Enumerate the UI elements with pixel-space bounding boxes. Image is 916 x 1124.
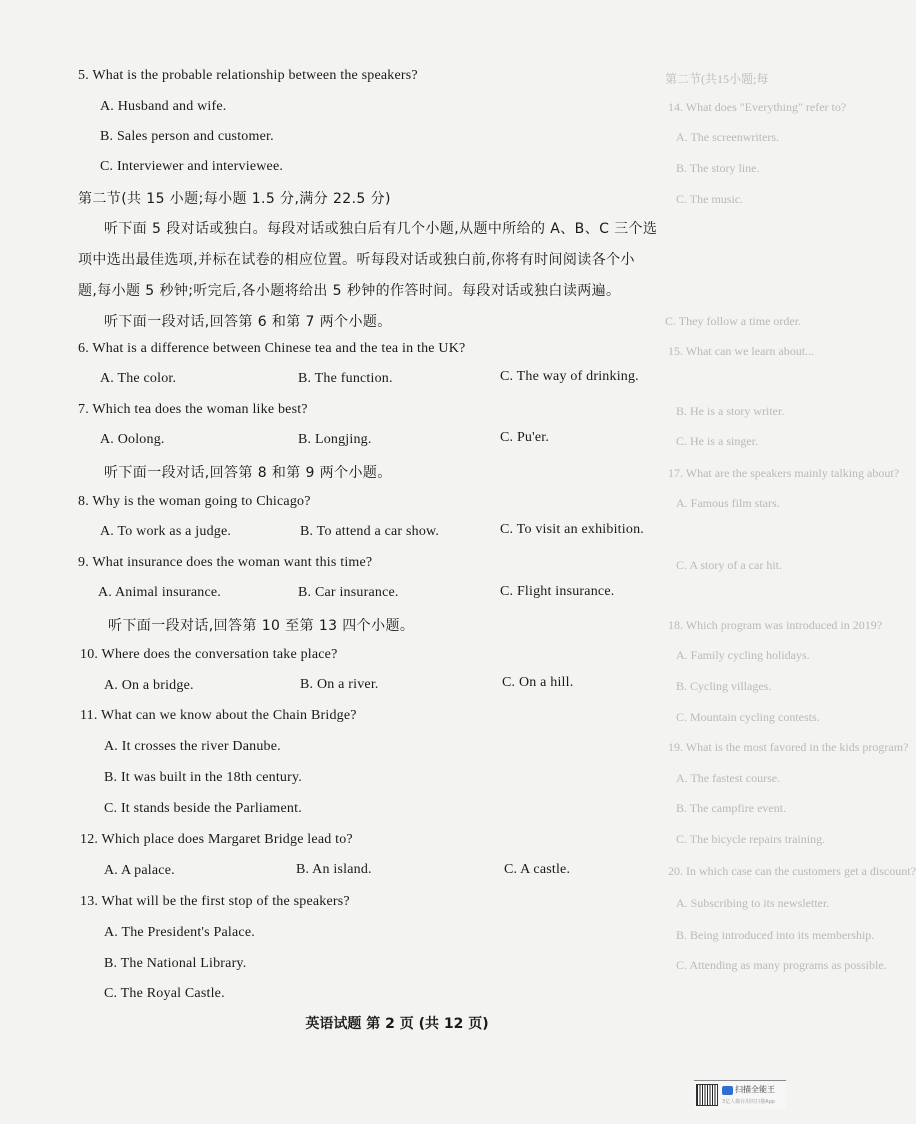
q13-option-c: C. The Royal Castle. [104,986,225,1001]
q12-option-c: C. A castle. [504,862,571,877]
q12-option-b: B. An island. [296,862,372,877]
question-5: 5. What is the probable relationship between the speakers? [78,68,418,83]
ghost-text: 14. What does "Everything" refer to? [668,100,847,114]
q6-option-a: A. The color. [100,371,177,386]
ghost-text: 19. What is the most favored in the kids program? [668,740,909,754]
ghost-text: B. He is a story writer. [676,404,785,418]
q12-option-a: A. A palace. [104,863,175,878]
ghost-text: C. Mountain cycling contests. [676,710,820,724]
ghost-text: A. Subscribing to its newsletter. [676,896,830,910]
question-7: 7. Which tea does the woman like best? [78,402,308,417]
section-heading: 第二节(共 15 小题;每小题 1.5 分,满分 22.5 分) [78,191,391,207]
ghost-text: A. The screenwriters. [676,130,780,144]
question-6: 6. What is a difference between Chinese tea and the tea in the UK? [78,341,466,356]
ghost-text: B. Being introduced into its membership. [676,928,875,942]
ghost-text: C. He is a singer. [676,434,758,448]
scanner-watermark [694,1080,786,1109]
ghost-text: C. They follow a time order. [665,314,802,328]
listening-prompt: 听下面一段对话,回答第 8 和第 9 两个小题。 [104,465,392,481]
q8-option-c: C. To visit an exhibition. [500,522,644,537]
q9-option-a: A. Animal insurance. [98,585,221,600]
question-9: 9. What insurance does the woman want this time? [78,555,373,570]
ghost-text: B. The campfire event. [676,801,787,815]
ghost-text: C. A story of a car hit. [676,558,782,572]
q8-option-a: A. To work as a judge. [100,524,232,539]
ghost-text: A. Famous film stars. [676,496,780,510]
q9-option-c: C. Flight insurance. [500,584,615,599]
q11-option-b: B. It was built in the 18th century. [104,770,302,785]
page-footer: 英语试题 第 2 页 (共 12 页) [305,1016,489,1032]
q5-option-c: C. Interviewer and interviewee. [100,159,284,174]
question-10: 10. Where does the conversation take place? [80,647,338,662]
q11-option-c: C. It stands beside the Parliament. [104,801,302,816]
q13-option-a: A. The President's Palace. [104,925,255,940]
ghost-text: A. Family cycling holidays. [676,648,810,662]
section-instructions: 题,每小题 5 秒钟;听完后,各小题将给出 5 秒钟的作答时间。每段对话或独白读两遍。 [78,283,621,299]
q10-option-c: C. On a hill. [502,675,574,690]
ghost-text: 第二节(共15小题;每 [665,72,769,86]
ghost-text: B. The story line. [676,161,760,175]
q7-option-b: B. Longjing. [298,432,372,447]
ghost-text: C. The bicycle repairs training. [676,832,826,846]
ghost-text: 20. In which case can the customers get a discount? [668,864,916,878]
scanner-name: 扫描全能王 [735,1085,775,1094]
listening-prompt: 听下面一段对话,回答第 6 和第 7 两个小题。 [104,314,392,330]
ghost-text: C. The music. [676,192,744,206]
scanner-tagline: 3亿人都在用的扫描App [722,1099,775,1105]
q13-option-b: B. The National Library. [104,956,247,971]
q6-option-b: B. The function. [298,371,393,386]
ghost-text: A. The fastest course. [676,771,781,785]
q10-option-a: A. On a bridge. [104,678,194,693]
ghost-text: 17. What are the speakers mainly talking about? [668,466,900,480]
q11-option-a: A. It crosses the river Danube. [104,739,281,754]
ghost-text: 18. Which program was introduced in 2019? [668,618,883,632]
qr-code-icon [696,1084,718,1106]
section-instructions: 听下面 5 段对话或独白。每段对话或独白后有几个小题,从题中所给的 A、B、C 三个选 [104,221,658,237]
question-13: 13. What will be the first stop of the speakers? [80,894,350,909]
ghost-text: C. Attending as many programs as possible. [676,958,887,972]
question-11: 11. What can we know about the Chain Bridge? [80,708,357,723]
ghost-text: B. Cycling villages. [676,679,772,693]
q8-option-b: B. To attend a car show. [300,524,440,539]
section-instructions: 项中选出最佳选项,并标在试卷的相应位置。听每段对话或独白前,你将有时间阅读各个小 [78,252,635,268]
listening-prompt: 听下面一段对话,回答第 10 至第 13 四个小题。 [108,618,415,634]
q6-option-c: C. The way of drinking. [500,369,639,384]
camscanner-logo-icon [722,1086,733,1095]
question-8: 8. Why is the woman going to Chicago? [78,494,311,509]
q7-option-a: A. Oolong. [100,432,165,447]
q9-option-b: B. Car insurance. [298,585,399,600]
q5-option-b: B. Sales person and customer. [100,129,274,144]
ghost-text: 15. What can we learn about... [668,344,815,358]
q5-option-a: A. Husband and wife. [100,99,227,114]
q7-option-c: C. Pu'er. [500,430,550,445]
question-12: 12. Which place does Margaret Bridge lead to? [80,832,353,847]
q10-option-b: B. On a river. [300,677,379,692]
